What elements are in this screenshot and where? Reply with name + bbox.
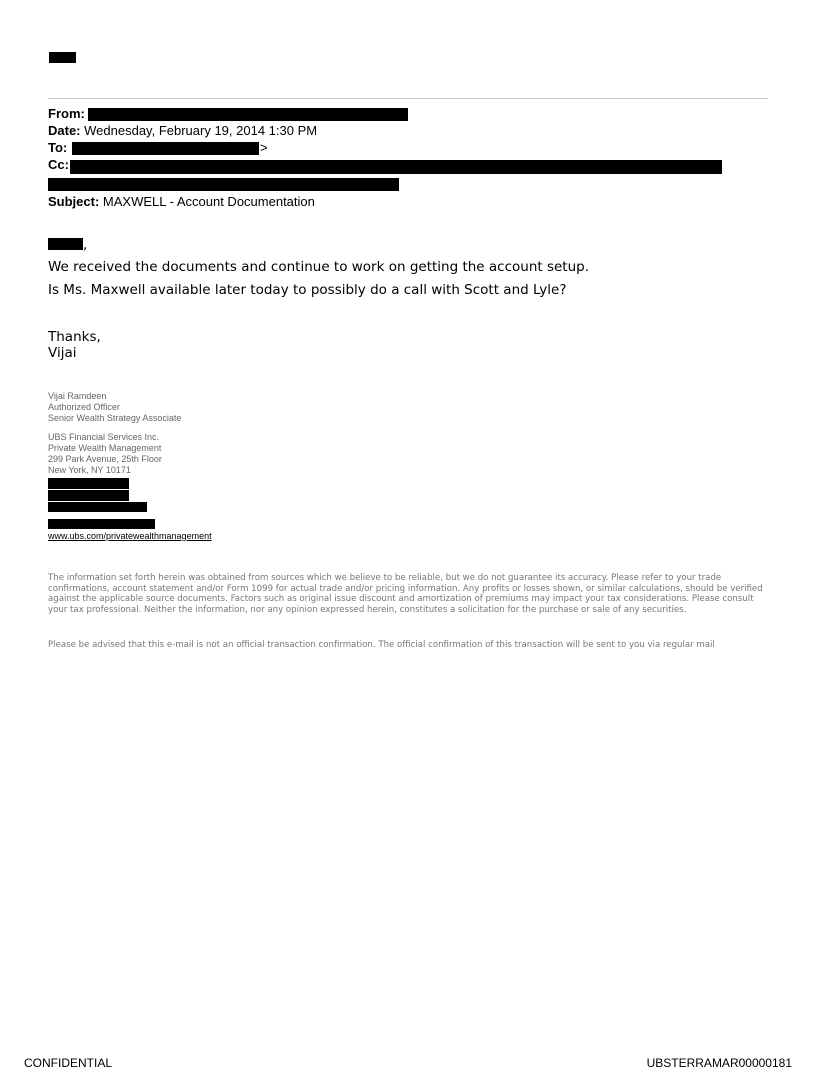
signature-company: UBS Financial Services Inc.	[48, 432, 160, 442]
signature-title-1: Authorized Officer	[48, 402, 120, 412]
redaction-bar-sig-4	[48, 519, 155, 529]
redaction-bar-top	[49, 52, 76, 63]
cc-label: Cc:	[48, 157, 69, 172]
redaction-bar-greeting	[48, 238, 83, 250]
disclaimer-paragraph-1: The information set forth herein was obtained from sources which we believe to be reliable, but we do not guarantee its accuracy. Please refer to your trade confirmations, account statement and/or Form 1099 for actual trade and/or pricing information. Any profits or losses shown, or similar calculations, should be verified against the applicable source documents. Factors such as original issue discount and amortization of premiums may impact your tax considerations. Please consult your tax professional. Neither the information, nor any opinion expressed herein, constitutes a solicitation for the purchase or sale of any securities.	[48, 573, 763, 615]
greeting-comma: ,	[83, 237, 88, 253]
date-value: Wednesday, February 19, 2014 1:30 PM	[84, 123, 318, 138]
sender-name: Vijai	[48, 345, 77, 361]
date-row	[48, 123, 317, 139]
to-suffix: >	[260, 140, 268, 155]
redaction-bar-sig-1	[48, 478, 129, 489]
signature-name: Vijai Ramdeen	[48, 391, 107, 401]
to-label: To:	[48, 140, 68, 155]
closing: Thanks,	[48, 329, 101, 345]
body-line-2: Is Ms. Maxwell available later today to possibly do a call with Scott and Lyle?	[48, 282, 567, 298]
footer-bates-number: UBSTERRAMAR00000181	[646, 1056, 792, 1070]
signature-address-1: 299 Park Avenue, 25th Floor	[48, 454, 162, 464]
disclaimer-paragraph-2: Please be advised that this e-mail is not an official transaction confirmation. The official confirmation of this transaction will be sent to you via regular mail	[48, 640, 715, 650]
from-row	[48, 106, 85, 122]
signature-division: Private Wealth Management	[48, 443, 162, 453]
website-link[interactable]: www.ubs.com/privatewealthmanagement	[48, 531, 212, 541]
cc-row	[48, 157, 69, 173]
subject-label: Subject:	[48, 194, 100, 209]
subject-row	[48, 194, 315, 210]
signature-address-2: New York, NY 10171	[48, 465, 131, 475]
redaction-bar-cc-2	[48, 178, 399, 191]
subject-value: MAXWELL - Account Documentation	[102, 194, 315, 209]
redaction-bar-cc-1	[70, 160, 722, 174]
body-line-1: We received the documents and continue to work on getting the account setup.	[48, 259, 590, 275]
from-label: From:	[48, 106, 85, 121]
signature-title-2: Senior Wealth Strategy Associate	[48, 413, 182, 423]
redaction-bar-to	[72, 142, 259, 155]
redaction-bar-from	[88, 108, 408, 121]
footer-confidential: CONFIDENTIAL	[24, 1056, 113, 1070]
redaction-bar-sig-2	[48, 490, 129, 501]
date-label: Date:	[48, 123, 81, 138]
to-row	[48, 140, 67, 156]
redaction-bar-sig-3	[48, 502, 147, 512]
header-divider	[48, 98, 768, 99]
